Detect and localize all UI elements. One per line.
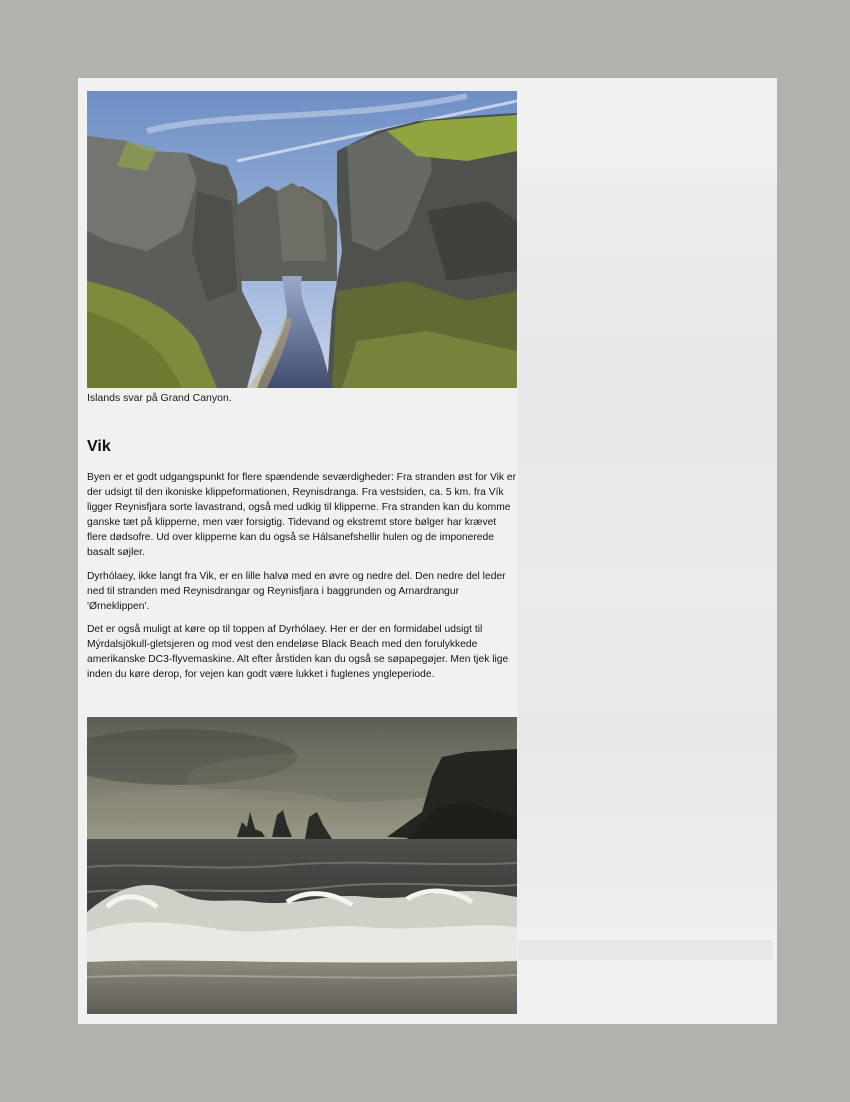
canyon-photo (87, 91, 517, 388)
photo-caption: Islands svar på Grand Canyon. (87, 392, 232, 404)
document-page (78, 78, 777, 1024)
sea-stacks-photo (87, 717, 517, 1014)
paragraph: Byen er et godt udgangspunkt for flere spændende seværdigheder: Fra stranden øst for Vik er der udsigt til den ikoniske klippeformationen, Reynisdranga. Fra vestsiden, ca. 5 km. fra Vík ligger Reynisfjara sorte lavastrand, også med udkig til klipperne. Fra stranden kan du komme ganske tæt på klipperne, men vær forsigtig. Tidevand og ekstremt store bølger har krævet flere dødsofre. Ud over klipperne kan du også se Hálsanefshellir hulen og de imponerede basalt søjler. (87, 472, 517, 559)
article-body (87, 470, 519, 690)
ghost-band (518, 940, 773, 960)
section-heading: Vik (87, 438, 111, 455)
ghost-background (518, 168, 777, 928)
paragraph: Dyrhólaey, ikke langt fra Vik, er en lille halvø med en øvre og nedre del. Den nedre del leder ned til stranden med Reynisdrangar og Reynisfjara i baggrunden og Arnardrangur 'Ørneklippen'. (87, 570, 506, 612)
paragraph: Det er også muligt at køre op til toppen af Dyrhólaey. Her er der en formidabel udsigt til Mýrdalsjökull-gletsjeren og mod vest den endeløse Black Beach med den forulykkede amerikanske DC3-flyvemaskine. Alt efter årstiden kan du også se søpapegøjer. Men tjek lige inden du køre derop, for vejen kan godt være lukket i fuglenes yngleperiode. (87, 623, 509, 681)
